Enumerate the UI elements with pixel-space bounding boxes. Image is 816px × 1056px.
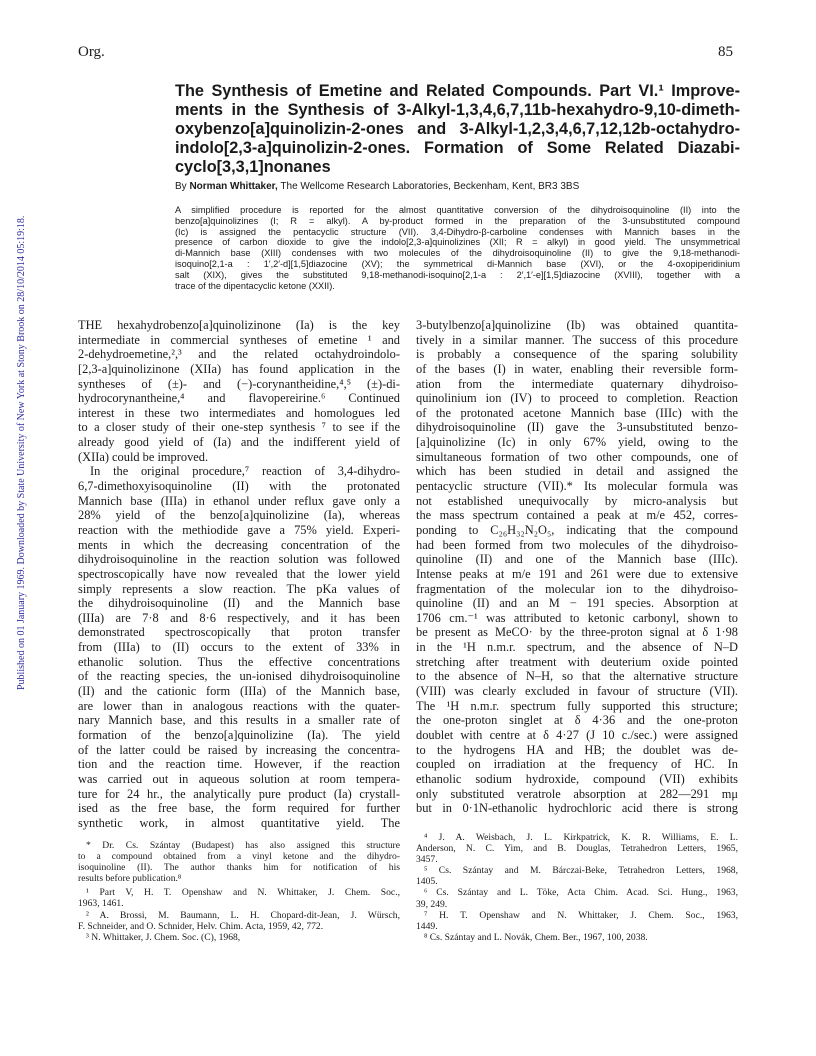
body-text-line: which has been studied in detail and assigned the [416, 464, 738, 479]
body-text-line: pentacyclic structure (VII).* Its molecular formula was [416, 479, 738, 494]
footnote-line: isoquinoline (II). The author thanks him for notification of his [78, 862, 400, 874]
body-text-line: 3-butylbenzo[a]quinolizine (Ib) was obtained quantita- [416, 318, 738, 332]
abstract-line: salt (XIX), gives the substituted 9,18-methanodi-isoquino[2,1-a : 2′,1′-e][1,5]diazocine (XVIII), together with a [175, 269, 740, 280]
body-text-line: to the absence of N–H, so that the alternative structure [416, 669, 738, 684]
body-text-line: be present as MeCO· by the three-proton signal at δ 1·98 [416, 625, 738, 640]
body-text-line: doublet with centre at δ 4·27 (J 10 c./sec.) were assigned [416, 727, 738, 742]
footnote-line: 1963, 1461. [78, 898, 124, 910]
abstract-line: isoquino[2,1-a : 1′,2′-d][1,5]diazocine (XV); the symmetrical di-Mannich base (XVI), or the 4-oxopiperidinium [175, 258, 740, 269]
title-line: The Synthesis of Emetine and Related Compounds. Part VI.¹ Improve- [175, 82, 740, 100]
body-text-line: 6,7-dimethoxyisoquinoline (II) with the protonated [78, 479, 400, 494]
body-text-line: hydrocorynantheine,⁴ and flavopereirine.⁶ Continued [78, 391, 400, 406]
footnote-line: 39, 249. [416, 898, 448, 910]
footnote-line: ³ N. Whittaker, J. Chem. Soc. (C), 1968, [86, 931, 241, 943]
body-text-line: but in 0·1N-ethanolic hydrochloric acid there is strong [416, 801, 738, 816]
abstract [175, 205, 740, 291]
body-text-line: tion and the reaction time. However, if the reaction [78, 757, 400, 772]
running-head-journal: Org. [78, 44, 105, 60]
footnote [78, 840, 400, 884]
body-text-line: the mass spectrum contained a peak at m/e 452, corres- [416, 508, 738, 523]
footnote-line: ⁷ H. T. Openshaw and N. Whittaker, J. Chem. Soc., 1963, [424, 909, 738, 921]
title-line: ments in the Synthesis of 3-Alkyl-1,3,4,6,7,11b-hexahydro-9,10-dimeth- [175, 101, 740, 119]
body-text-line: (IIIa) are 7·8 and 8·6 respectively, and it has been [78, 610, 400, 625]
body-text-line: is probably a consequence of the sparing solubility [416, 347, 738, 362]
body-text-line: quinoline (II) and an M − 191 species. Absorption at [416, 596, 738, 611]
body-text-line: to the hydrogens HA and HB; the doublet was de- [416, 742, 738, 757]
title-line: oxybenzo[a]quinolizin-2-ones and 3-Alkyl-1,2,3,4,6,7,12,12b-octahydro- [175, 120, 740, 138]
body-text-line: in the ¹H n.m.r. spectrum, and the absence of N–D [416, 640, 738, 655]
footnote [78, 910, 400, 932]
body-text-line: [2,3-a]quinolizinone (XIIa) has found application in the [78, 361, 400, 376]
author-name: Norman Whittaker, [189, 181, 278, 192]
footnote-line: 1405. [416, 876, 438, 888]
body-text-line: 28% yield of the benzo[a]quinolizine (Ia), whereas [78, 508, 400, 523]
body-text-line: syntheses of (±)- and (−)-corynantheidine,⁴,⁵ (±)-di- [78, 376, 400, 391]
body-text-line: of the reacting species, the un-ionised dihydroisoquinoline [78, 669, 400, 684]
body-text-line: ation from the intermediate quaternary dihydroiso- [416, 376, 738, 391]
body-text-line: (XIIa) could be improved. [78, 449, 209, 464]
body-text-line: demonstrated spectroscopically that proton transfer [78, 625, 400, 640]
body-text-line: nary Mannich base, and this results in a smaller rate of [78, 713, 400, 728]
abstract-line: di-Mannich base (XIII) condenses with two molecules of the dihydroisoquinoline (II) to give the 9,18-methanodi- [175, 248, 740, 259]
body-text-line: to a closer study of their one-step synthesis ⁷ to see if the [78, 420, 400, 435]
footnote-line: 1449. [416, 920, 438, 932]
footnotes-right [416, 832, 738, 943]
title-line: cyclo[3,3,1]nonanes [175, 158, 331, 176]
body-text-line: dihydroisoquinoline in the reaction solution was followed [78, 552, 400, 567]
body-text-line: intermediate in commercial syntheses of emetine ¹ and [78, 332, 400, 347]
body-text-line: (VIII) was clearly excluded in favour of structure (VII). [416, 684, 738, 699]
body-text-line: of the bases (I) in water, enabling their reversible form- [416, 361, 738, 376]
footnote [416, 910, 738, 932]
download-notice [2, 150, 27, 690]
body-text-line: 2-dehydroemetine,²,³ and the related octahydroindolo- [78, 347, 400, 362]
body-column-right [416, 318, 738, 816]
body-text-line: spectroscopically have now revealed that the lower yield [78, 566, 400, 581]
article-title [175, 82, 740, 177]
body-text-line: tively in a similar manner. The success of this procedure [416, 332, 738, 347]
footnote [78, 932, 400, 943]
byline-prefix: By [175, 181, 190, 192]
body-text-line: quinoline (II) and one of the Mannich base (IIIc). [416, 552, 738, 567]
body-text-line: dihydroisoquinoline (II) gave the 3-unsubstituted benzo- [416, 420, 738, 435]
footnotes-left [78, 840, 400, 943]
abstract-line: presence of carbon dioxide to give the indolo[2,3-a]quinolizines (XII; R = alkyl) in good yield. The unsymmetrical [175, 237, 740, 248]
footnote [416, 865, 738, 887]
footnote [78, 887, 400, 909]
body-text-line: ments in which the decreasing concentration of the [78, 537, 400, 552]
body-text-line: 1706 cm.⁻¹ was attributed to ketonic carbonyl, shown to [416, 610, 738, 625]
footnote-line: Anderson, N. C. Yim, and B. Douglas, Tetrahedron Letters, 1965, [416, 843, 738, 855]
body-text-line: of the latter could be raised by increasing the concentra- [78, 742, 400, 757]
body-text-line: quinolinium ion (IV) to proceed to completion. Reaction [416, 391, 738, 406]
body-text-line: ethanolic solution. Thus the effective concentrations [78, 654, 400, 669]
footnote-line: 3457. [416, 854, 438, 866]
body-text-line: Mannich base (IIIa) in ethanol under reflux gave only a [78, 493, 400, 508]
body-text-line: [a]quinolizine (Ic) in only 67% yield, owing to the [416, 435, 738, 450]
body-text-line: the dihydroisoquinoline (II) and the Mannich base [78, 596, 400, 611]
body-text-line: THE hexahydrobenzo[a]quinolizinone (Ia) is the key [78, 318, 400, 332]
body-text-line: only substituted veratrole absorption at 282—291 mμ [416, 786, 738, 801]
body-text-line: ised as the free base, the form required for further [78, 801, 400, 816]
body-text-line: interest in these two intermediates and homologues led [78, 405, 400, 420]
footnote-line: to a compound obtained from a vinyl ketone and the dihydro- [78, 851, 400, 863]
abstract-line: benzo[a]quinolizines (I; R = alkyl). A by-product formed in the preparation of the 3-unsubstituted compound [175, 215, 740, 226]
body-text-line: In the original procedure,⁷ reaction of 3,4-dihydro- [90, 464, 400, 479]
footnote-line: ⁸ Cs. Szántay and L. Novák, Chem. Ber., 1967, 100, 2038. [424, 931, 648, 943]
footnote-line: F. Schneider, and O. Schnider, Helv. Chim. Acta, 1959, 42, 772. [78, 920, 324, 932]
body-text-line: the one-proton singlet at δ 4·36 and the one-proton [416, 713, 738, 728]
download-notice-text[interactable]: Published on 01 January 1969. Downloaded by State University of New York at Stony Brook on 28/10/2014 05:19:18. [16, 215, 27, 690]
body-text-line: from (IIIa) to (II) occurs to the extent of 33% in [78, 640, 400, 655]
body-text-line: ponding to C₂₆H₃₂N₂O₅, indicating that the compound [416, 522, 738, 537]
body-text-line: simultaneous formation of two other compounds, one of [416, 449, 738, 464]
footnote-line: results before publication.⁸ [78, 873, 182, 885]
body-text-line: formation of the benzo[a]quinolizine (Ia). The yield [78, 727, 400, 742]
body-text-line: Intense peaks at m/e 191 and 261 were due to extensive [416, 566, 738, 581]
footnote-line: ⁵ Cs. Szántay and M. Bárczai-Beke, Tetrahedron Letters, 1968, [424, 865, 738, 877]
footnote [416, 932, 738, 943]
body-text-line: simply represents a slow reaction. The pKa values of [78, 581, 400, 596]
footnote [416, 832, 738, 865]
abstract-line: trace of the dipentacyclic ketone (XXII). [175, 280, 335, 291]
body-text-line: already good yield of (Ia) and the indifferent yield of [78, 435, 400, 450]
body-text-line: The ¹H n.m.r. spectrum fully supported this structure; [416, 698, 738, 713]
byline [175, 181, 740, 193]
abstract-line: (Ic) is assigned the pentacyclic structure (VII). 3,4-Dihydro-β-carboline condenses with Mannich bases in the [175, 226, 740, 237]
author-affiliation: The Wellcome Research Laboratories, Beckenham, Kent, BR3 3BS [277, 181, 580, 192]
body-column-left [78, 318, 400, 830]
body-text-line: reaction with the methiodide gave a 75% yield. Experi- [78, 522, 400, 537]
footnote [416, 887, 738, 909]
body-text-line: had been formed from two molecules of the dihydroiso- [416, 537, 738, 552]
footnote-line: ⁶ Cs. Szántay and L. Töke, Acta Chim. Acad. Sci. Hung., 1963, [424, 887, 738, 899]
footnote-line: ² A. Brossi, M. Baumann, L. H. Chopard-dit-Jean, J. Würsch, [86, 909, 400, 921]
body-text-line: are lower than in analogous reactions with the quater- [78, 698, 400, 713]
abstract-line: A simplified procedure is reported for the almost quantitative conversion of the dihydroisoquinoline (II) into the [175, 205, 740, 215]
footnote-line: ¹ Part V, H. T. Openshaw and N. Whittaker, J. Chem. Soc., [86, 887, 400, 899]
footnote-line: ⁴ J. A. Weisbach, J. L. Kirkpatrick, K. R. Williams, E. L. [424, 832, 738, 843]
body-text-line: stretching after treatment with deuterium oxide pointed [416, 654, 738, 669]
body-text-line: (II) and the cationic form (IIIa) of the Mannich base, [78, 684, 400, 699]
body-text-line: synthetic work, in almost quantitative yield. The [78, 815, 400, 830]
body-text-line: coupled on irradiation at the frequency of HC. In [416, 757, 738, 772]
page-number: 85 [718, 44, 733, 60]
title-line: indolo[2,3-a]quinolizin-2-ones. Formation of Some Related Diazabi- [175, 139, 740, 157]
body-text-line: not established unequivocally by micro-analysis but [416, 493, 738, 508]
body-text-line: fragmentation of the molecular ion to the dihydroiso- [416, 581, 738, 596]
body-text-line: was carried out in aqueous solution at room tempera- [78, 771, 400, 786]
body-text-line: ture for 24 hr., the analytically pure product (Ia) crystall- [78, 786, 400, 801]
body-text-line: ethanolic sodium hydroxide, compound (VII) exhibits [416, 771, 738, 786]
footnote-line: * Dr. Cs. Szántay (Budapest) has also assigned this structure [86, 840, 400, 851]
body-text-line: of the protonated acetone Mannich base (IIIc) with the [416, 405, 738, 420]
